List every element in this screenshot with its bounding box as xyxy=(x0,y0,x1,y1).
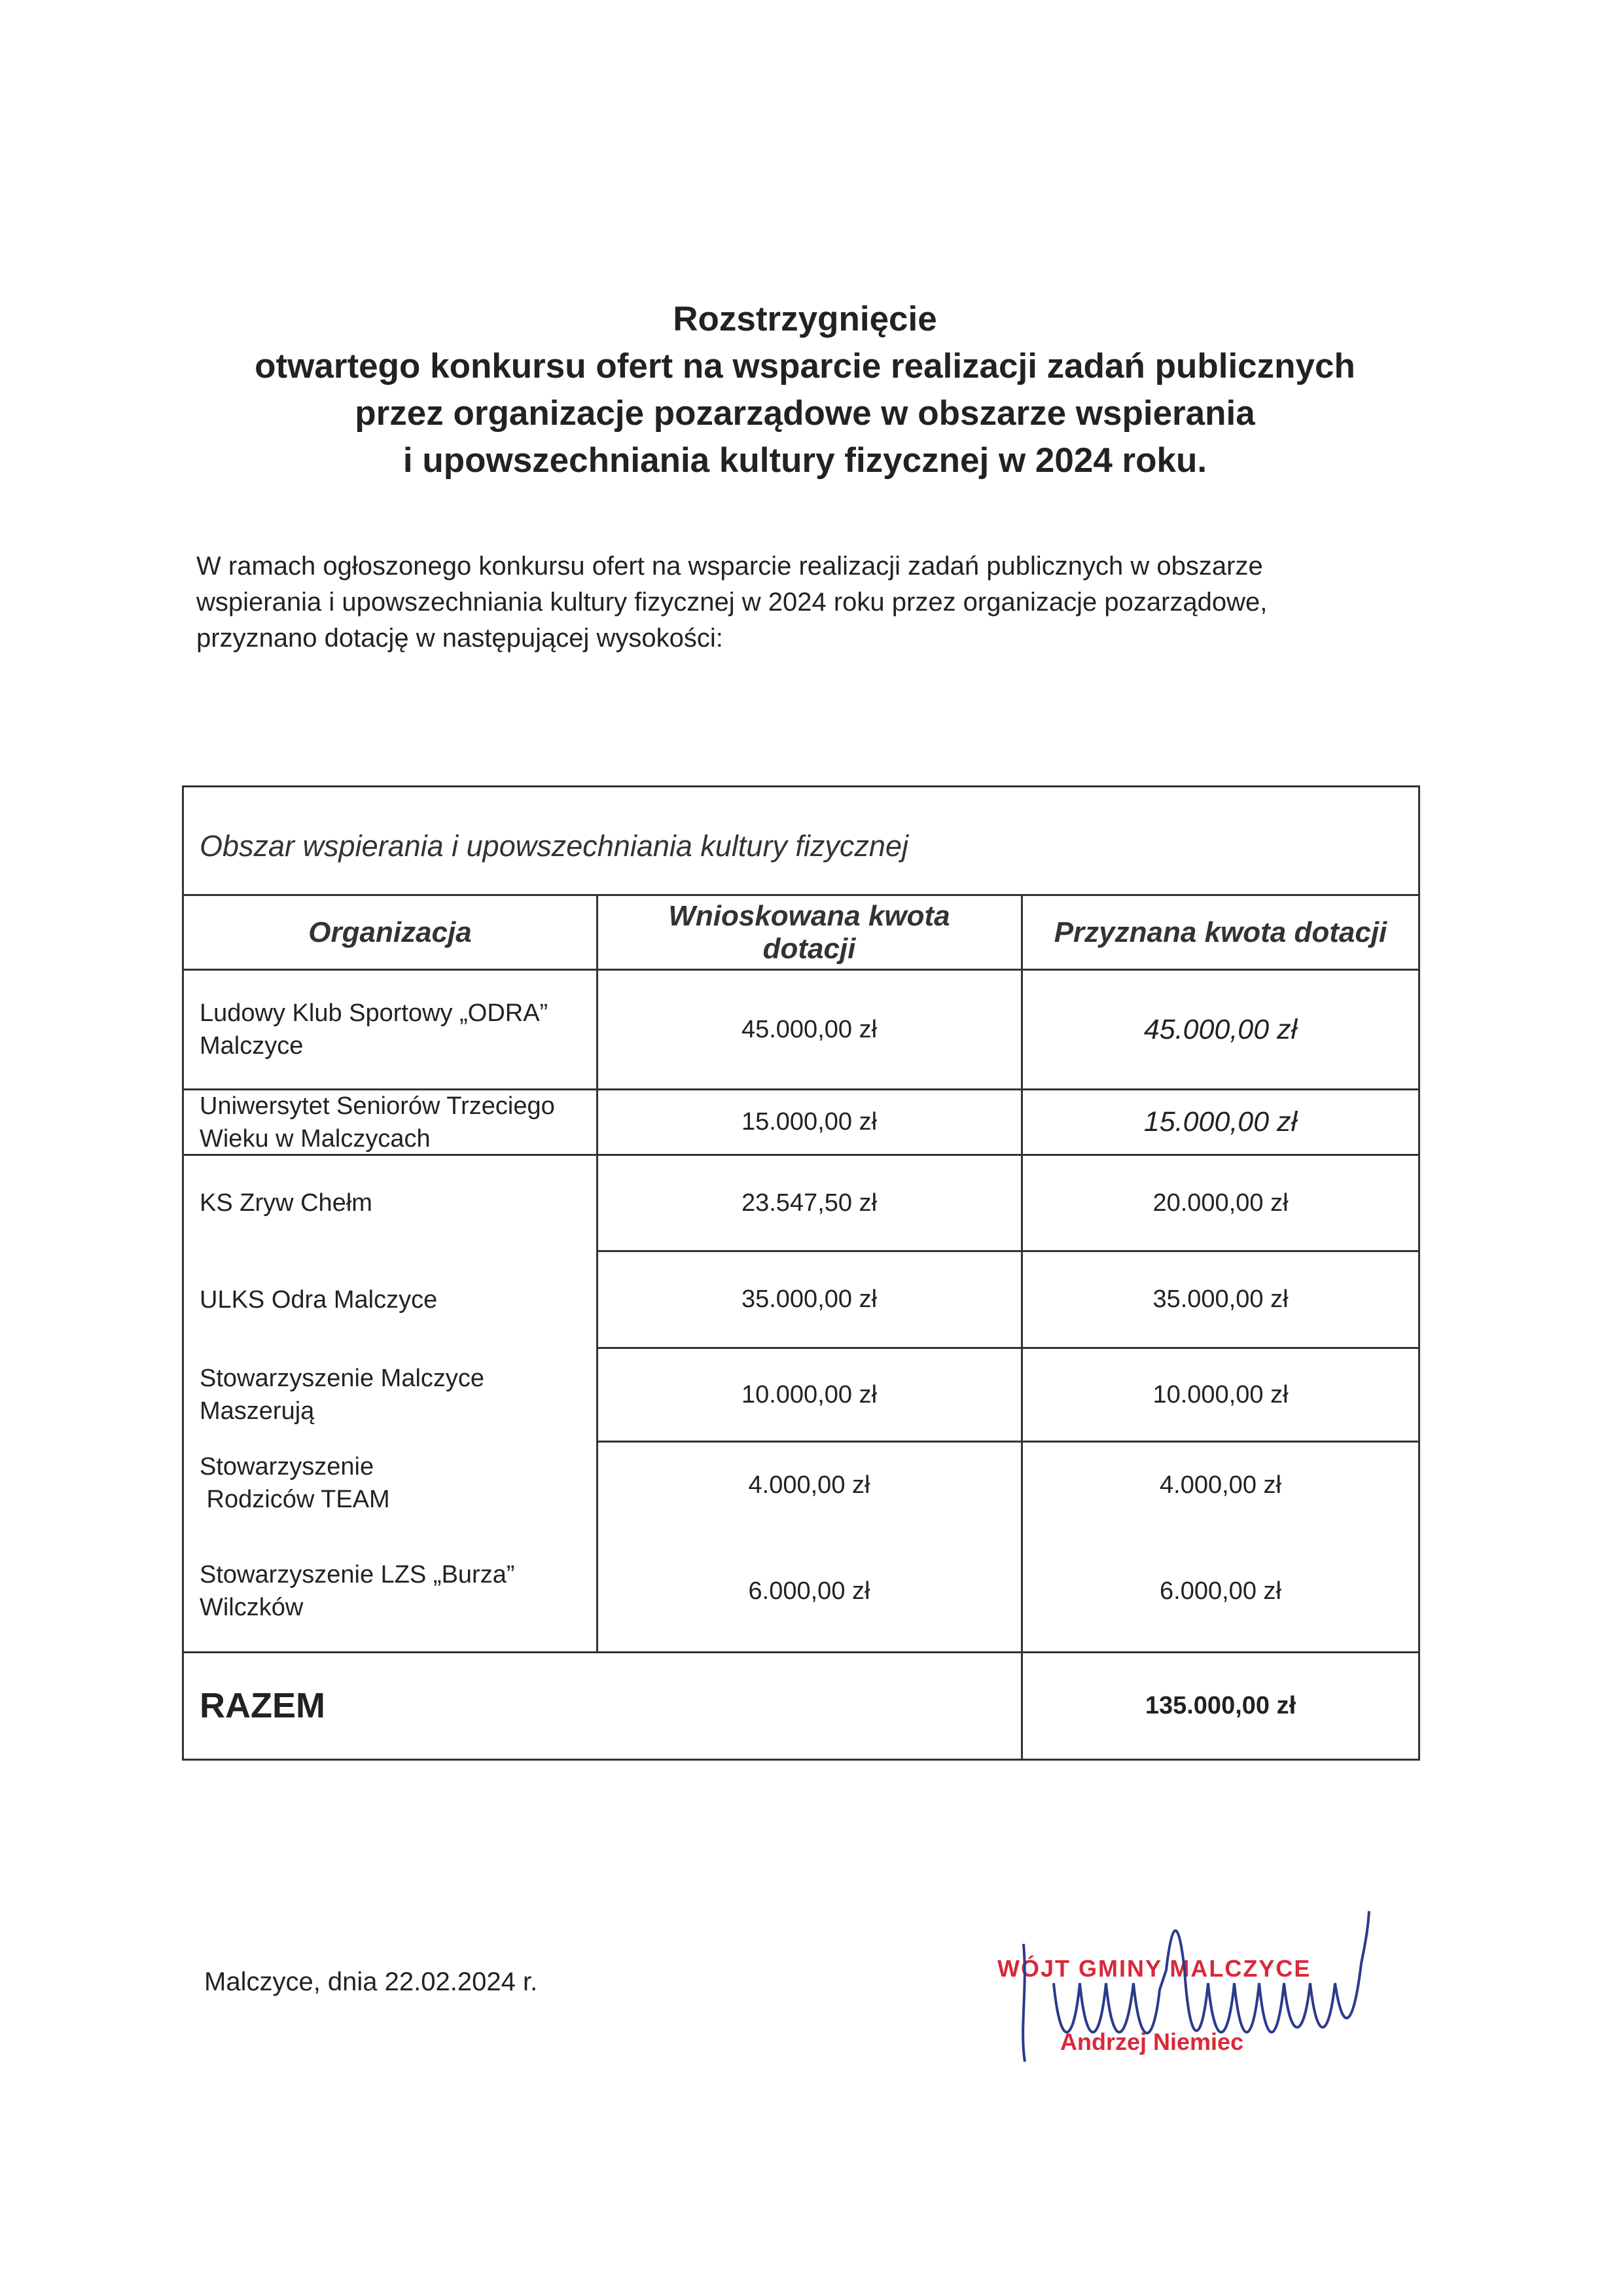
org-name-line: Malczyce xyxy=(200,1032,304,1060)
intro-line: przyznano dotację w następującej wysokości: xyxy=(196,624,723,653)
header-requested-line: dotacji xyxy=(762,932,856,965)
official-stamp-signature xyxy=(982,1885,1387,2081)
granted-amount: 35.000,00 zł xyxy=(1152,1285,1289,1313)
table-row-org xyxy=(184,1531,596,1651)
table-row-org: KS Zryw Chełm xyxy=(200,1189,372,1217)
stamp-name: Andrzej Niemiec xyxy=(1060,2028,1244,2055)
stamp-title: WÓJT GMINY MALCZYCE xyxy=(997,1955,1311,1982)
title-line: Rozstrzygnięcie xyxy=(673,300,937,338)
intro-line: wspierania i upowszechniania kultury fizycznej w 2024 roku przez organizacje pozarządowe, xyxy=(196,588,1268,617)
org-name-line: Wilczków xyxy=(200,1594,304,1621)
org-name-line: Uniwersytet Seniorów Trzeciego xyxy=(200,1092,555,1120)
header-requested xyxy=(597,896,1021,969)
stamp-graphic xyxy=(982,1885,1387,2081)
intro-paragraph xyxy=(196,548,1440,656)
table-row-org: ULKS Odra Malczyce xyxy=(200,1285,438,1314)
area-title: Obszar wspierania i upowszechniania kultury fizycznej xyxy=(200,829,908,863)
title-line: i upowszechniania kultury fizycznej w 2024 roku. xyxy=(402,441,1207,480)
table-row-org xyxy=(184,1349,596,1441)
header-organization: Organizacja xyxy=(308,916,472,948)
requested-amount: 35.000,00 zł xyxy=(741,1285,878,1313)
grants-table xyxy=(182,785,1420,1761)
table-row-org xyxy=(184,1090,596,1154)
org-name-line: Stowarzyszenie Malczyce xyxy=(200,1365,485,1392)
org-name-line: Stowarzyszenie xyxy=(200,1453,374,1480)
org-name-line: Rodziców TEAM xyxy=(200,1486,390,1513)
requested-amount: 10.000,00 zł xyxy=(741,1380,878,1408)
granted-amount: 15.000,00 zł xyxy=(1143,1106,1298,1138)
org-name-line: Wieku w Malczycach xyxy=(200,1124,431,1153)
requested-amount: 4.000,00 zł xyxy=(748,1471,870,1499)
intro-line: W ramach ogłoszonego konkursu ofert na wsparcie realizacji zadań publicznych w obszarze xyxy=(196,552,1263,581)
org-name-line: Stowarzyszenie LZS „Burza” xyxy=(200,1561,515,1588)
title-line: przez organizacje pozarządowe w obszarze wspierania xyxy=(355,394,1255,433)
header-granted: Przyznana kwota dotacji xyxy=(1054,916,1387,948)
requested-amount: 23.547,50 zł xyxy=(741,1189,878,1217)
granted-amount: 20.000,00 zł xyxy=(1152,1189,1289,1217)
requested-amount: 45.000,00 zł xyxy=(741,1015,878,1043)
header-requested-line: Wnioskowana kwota xyxy=(668,899,950,932)
title-line: otwartego konkursu ofert na wsparcie realizacji zadań publicznych xyxy=(255,347,1355,386)
area-title-row xyxy=(184,787,1418,896)
table-row-org xyxy=(184,1443,596,1531)
granted-amount: 45.000,00 zł xyxy=(1143,1013,1298,1045)
total-label: RAZEM xyxy=(200,1686,325,1725)
requested-amount: 6.000,00 zł xyxy=(748,1577,870,1605)
place-and-date: Malczyce, dnia 22.02.2024 r. xyxy=(204,1967,538,1996)
granted-amount: 10.000,00 zł xyxy=(1152,1380,1289,1408)
org-name-line: Maszerują xyxy=(200,1397,315,1425)
org-name-line: Ludowy Klub Sportowy „ODRA” xyxy=(200,999,548,1027)
granted-amount: 4.000,00 zł xyxy=(1160,1471,1281,1499)
document-title xyxy=(0,296,1610,484)
total-value: 135.000,00 zł xyxy=(1145,1691,1296,1719)
requested-amount: 15.000,00 zł xyxy=(741,1108,878,1136)
table-row-org xyxy=(184,971,596,1088)
granted-amount: 6.000,00 zł xyxy=(1160,1577,1281,1605)
